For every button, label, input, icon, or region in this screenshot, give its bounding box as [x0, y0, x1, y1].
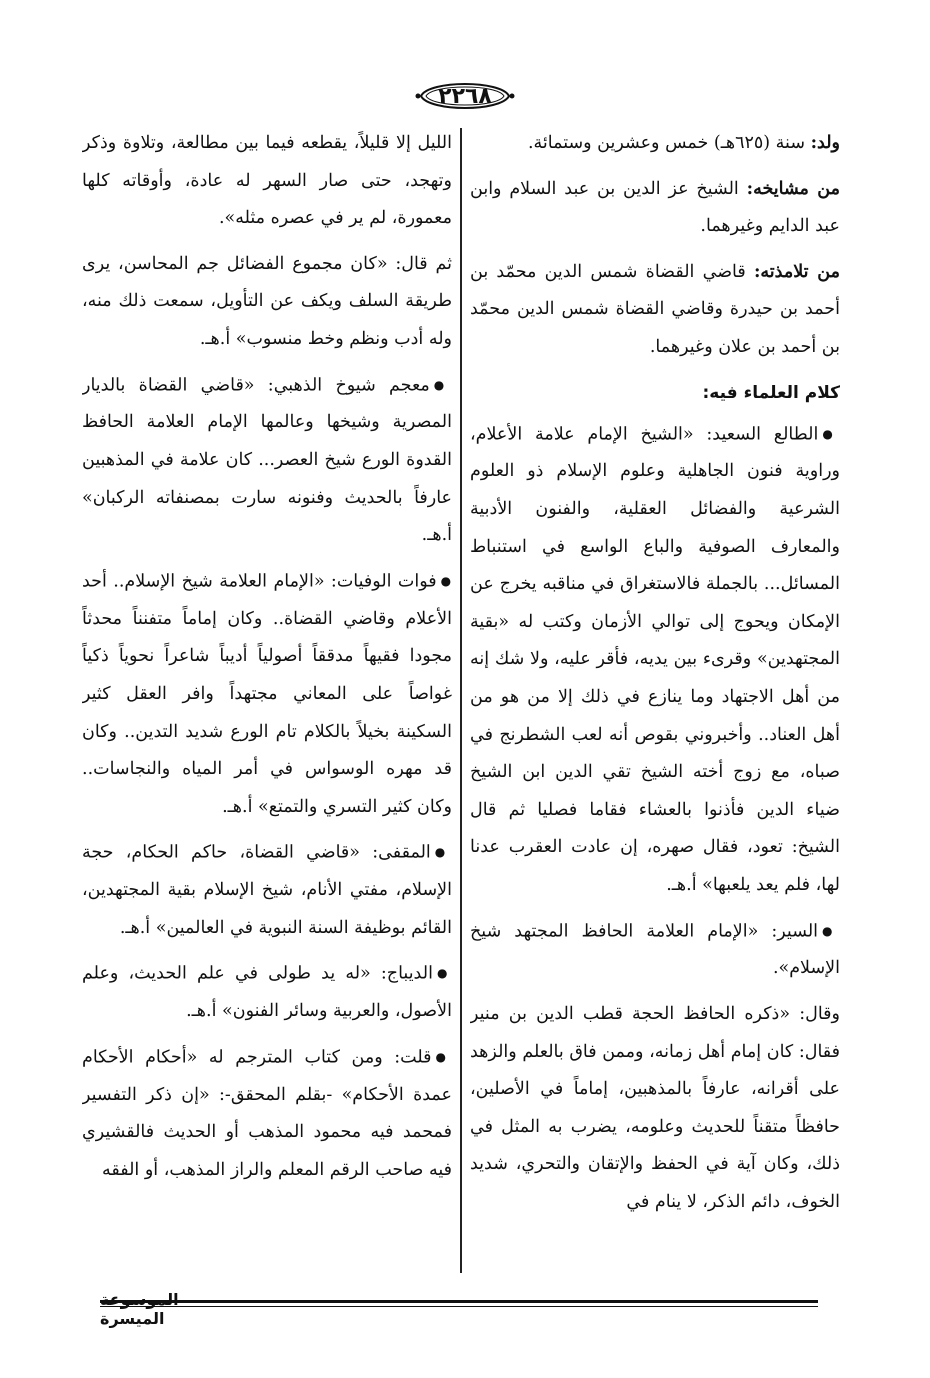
paragraph-text: الشيخ عز الدين بن عبد السلام وابن عبد الدايم وغيرهما. [470, 178, 840, 237]
paragraph-text: قلت: ومن كتاب المترجم له «أحكام الأحكام عمدة الأحكام» -بقلم المحقق-: «إن ذكر التفسير فمحمد فيه محمود المذهب أو الحديث فالقشيري فيه صاحب الرقم المعلم والراز المذهب، أو الفقه [82, 1047, 452, 1180]
bullet-paragraph [82, 1039, 452, 1190]
bullet-paragraph [82, 955, 452, 1030]
bullet-icon: ● [435, 1049, 452, 1064]
paragraph-text: سنة (٦٢٥هـ) خمس وعشرين وستمائة. [527, 133, 811, 153]
paragraph-text: وقال: «ذكره الحافظ الحجة قطب الدين بن منير فقال: كان إمام أهل زمانه، وممن فاق بالعلم والزهد على أقرانه، عارفاً بالمذهبين، إماماً في الأصلين، حافظاً متقناً للحديث وعلومه، يضرب به المثل في ذلك، وكان آية في الحفظ والإتقان والتحري، شديد الخوف، دائم الذكر، لا ينام في [470, 1004, 840, 1213]
bullet-icon: ● [822, 923, 840, 938]
right-column [470, 125, 840, 1275]
paragraph [470, 254, 840, 367]
bullet-paragraph [82, 834, 452, 947]
bullet-icon: ● [822, 426, 840, 441]
paragraph-text: قاضي القضاة شمس الدين محمّد بن أحمد بن حيدرة وقاضي القضاة شمس الدين محمّد بن أحمد بن علان وغيرهما. [470, 261, 840, 357]
paragraph [82, 246, 452, 359]
bullet-icon: ● [436, 966, 452, 981]
column-divider [460, 128, 462, 1273]
footer-rule-thin [100, 1306, 818, 1307]
left-column [82, 125, 452, 1275]
paragraph-text: الديباج: «له يد طولى في علم الحديث، وعلم الأصول، والعربية وسائر الفنون» أ.هـ. [82, 963, 452, 1022]
paragraph [470, 125, 840, 163]
paragraph-text: الليل إلا قليلاً، يقطعه فيما بين مطالعة، وتلاوة وذكر وتهجد، حتى صار السهر له عادة، وأوقاته كلها معمورة، لم ير في عصره مثله». [82, 133, 452, 229]
paragraph-text: السير: «الإمام العلامة الحافظ المجتهد شيخ الإسلام». [470, 920, 840, 979]
paragraph-text: ثم قال: «كان مجموع الفضائل جم المحاسن، يرى طريقة السلف ويكف عن التأويل، سمعت ذلك منه، وله أدب ونظم وخط منسوب» أ.هـ. [82, 253, 452, 349]
paragraph-label: من تلامذته: [753, 261, 840, 282]
section-heading: كلام العلماء فيه: [702, 382, 840, 403]
paragraph [82, 125, 452, 238]
paragraph [470, 996, 840, 1222]
bullet-paragraph [470, 913, 840, 988]
footer-rule [100, 1300, 818, 1303]
bullet-paragraph [82, 367, 452, 555]
page-number-text: ٢٢٦٨ [438, 83, 492, 109]
paragraph-text: المقفى: «قاضي القضاة، حاكم الحكام، حجة الإسلام، مفتي الأنام، شيخ الإسلام بقية المجتهدين، القائم بوظيفة السنة النبوية في العالمين» أ.هـ. [82, 842, 452, 938]
bullet-icon: ● [434, 845, 452, 860]
paragraph [470, 171, 840, 246]
bullet-paragraph [82, 563, 452, 826]
paragraph-label: ولد: [810, 133, 840, 153]
bullet-icon: ● [433, 377, 452, 392]
bullet-icon: ● [440, 573, 452, 588]
paragraph-text: معجم شيوخ الذهبي: «قاضي القضاة بالديار المصرية وشيخها وعالمها الإمام العلامة الحافظ القدوة الورع شيخ العصر... كان علامة في المذهبين عارفاً بالحديث وفنونه سارت بمصنفاته الركبان» أ.هـ. [82, 374, 452, 546]
footer-title: الموسوعة الميسرة [100, 1290, 179, 1328]
paragraph-label: من مشايخه: [746, 178, 840, 199]
page-number [415, 76, 515, 116]
paragraph-text: فوات الوفيات: «الإمام العلامة شيخ الإسلام.. أحد الأعلام وقاضي القضاة.. وكان إماماً متفنناً محدثاً مجودا فقيهاً مدققاً أصولياً أديباً شاعراً نحوياً ذكياً غواصاً على المعاني مجتهداً وافر العقل كثير السكينة بخيلاً بالكلام تام الورع شديد التدين.. وكان قد مهره الوسواس في أمر المياه والنجاسات.. وكان كثير التسري والتمتع» أ.هـ. [82, 571, 452, 817]
bullet-paragraph [470, 416, 840, 905]
paragraph-text: الطالع السعيد: «الشيخ الإمام علامة الأعلام، وراوية فنون الجاهلية وعلوم الإسلام ذو العلوم الشرعية والفضائل العقلية، والفنون الأدبية والمعارف الصوفية والباع الواسع في استنباط المسائل... بالجملة فالاستغراق في مناقبه يخرج عن الإمكان ويحوج إلى توالي الأزمان وكتب له «بقية المجتهدين» وقرىء بين يديه، فأقر عليه، ولا شك إنه من أهل الاجتهاد وما ينازع في ذلك إلا من هو من أهل العناد.. وأخبروني بقوص أنه لعب الشطرنج في صباه، مع زوج أخته الشيخ تقي الدين ابن الشيخ ضياء الدين فأذنوا بالعشاء فقاما فصليا ثم قال الشيخ: تعود، فقال صهره، إن عادت العقرب عدنا لها، فلم يعد يلعبها» أ.هـ. [470, 423, 840, 895]
